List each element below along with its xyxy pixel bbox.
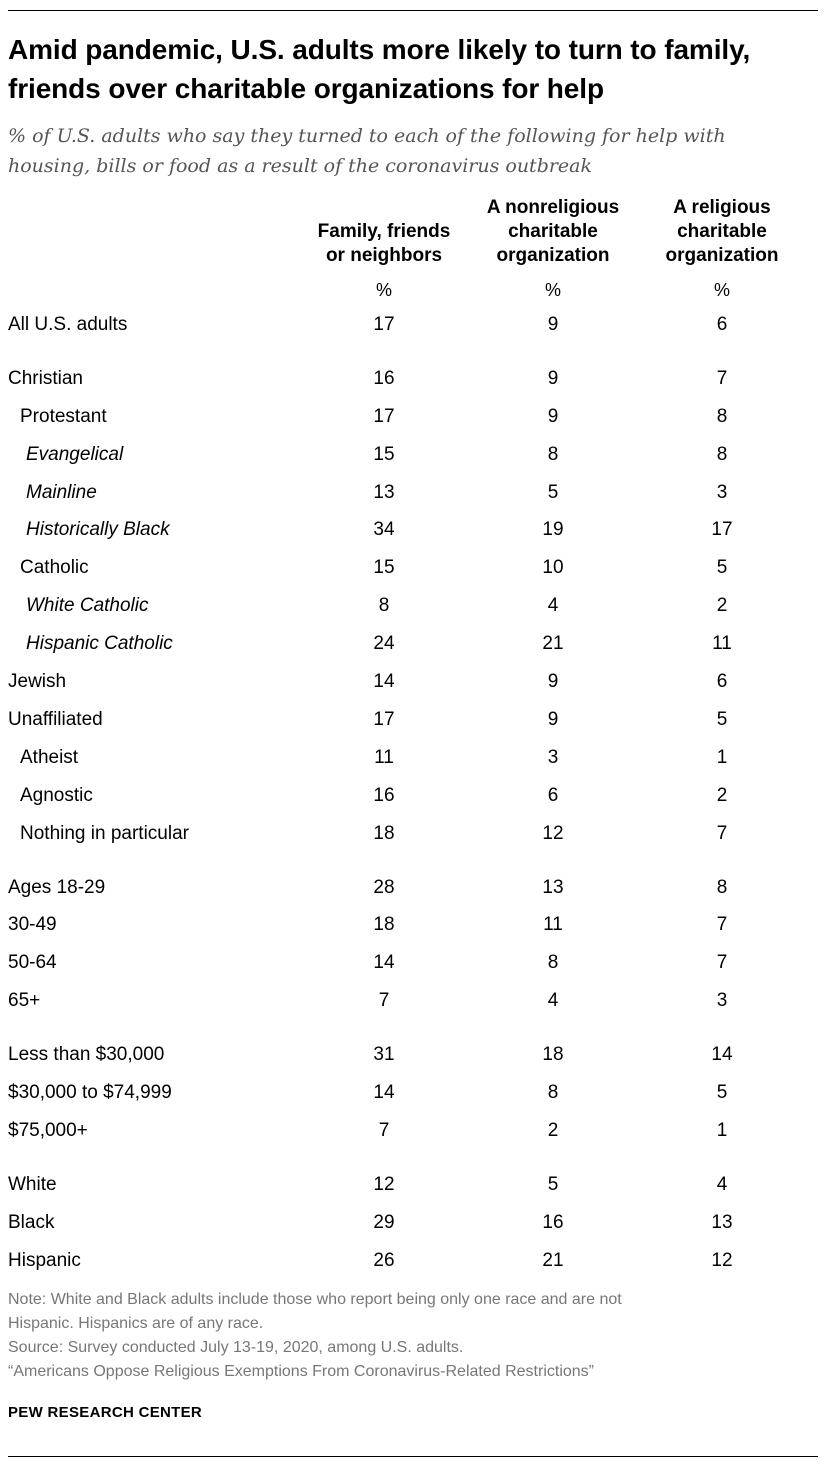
column-unit-label: % — [544, 280, 561, 300]
table-cell: 8 — [716, 877, 728, 898]
row-label: Ages 18-29 — [8, 877, 106, 898]
table-cell: 2 — [716, 595, 728, 616]
note-line-1: Note: White and Black adults include those who report being only one race and are not — [8, 1291, 622, 1308]
table-cell: 6 — [716, 671, 728, 692]
column-unit-label: % — [713, 280, 730, 300]
row-label: All U.S. adults — [8, 314, 128, 335]
row-label: 65+ — [8, 990, 41, 1011]
row-label: Evangelical — [26, 444, 124, 465]
table-cell: 12 — [711, 1250, 733, 1271]
column-header-2 — [458, 196, 648, 268]
table-cell: 8 — [378, 595, 390, 616]
table-cell: 13 — [711, 1212, 733, 1233]
row-label: White Catholic — [26, 595, 149, 616]
table-cell: 5 — [547, 1174, 559, 1195]
table-cell: 7 — [716, 914, 728, 935]
table-cell: 15 — [373, 557, 395, 578]
report-line: “Americans Oppose Religious Exemptions From Coronavirus-Related Restrictions” — [8, 1363, 594, 1380]
table-cell: 16 — [373, 368, 395, 389]
top-rule — [8, 10, 818, 11]
column-header-line: charitable — [677, 221, 767, 242]
table-cell: 29 — [373, 1212, 395, 1233]
table-cell: 8 — [716, 406, 728, 427]
row-label: 30-49 — [8, 914, 57, 935]
table-cell: 13 — [373, 482, 395, 503]
table-cell: 16 — [542, 1212, 564, 1233]
table-cell: 24 — [373, 633, 395, 654]
row-label: Protestant — [20, 406, 107, 427]
row-label: Less than $30,000 — [8, 1044, 165, 1065]
table-cell: 9 — [547, 314, 559, 335]
row-label: 50-64 — [8, 952, 57, 973]
table-cell: 18 — [542, 1044, 564, 1065]
column-header-line: organization — [665, 245, 779, 266]
table-cell: 34 — [373, 519, 395, 540]
table-cell: 4 — [716, 1174, 728, 1195]
table-cell: 26 — [373, 1250, 395, 1271]
table-cell: 16 — [373, 785, 395, 806]
table-cell: 4 — [547, 990, 559, 1011]
row-label: Mainline — [26, 482, 97, 503]
table-cell: 7 — [716, 952, 728, 973]
column-header-1 — [289, 220, 479, 268]
table-cell: 12 — [373, 1174, 395, 1195]
row-label: White — [8, 1174, 57, 1195]
table-cell: 18 — [373, 823, 395, 844]
table-cell: 17 — [711, 519, 733, 540]
footnotes — [8, 1288, 808, 1384]
table-cell: 9 — [547, 368, 559, 389]
table-cell: 9 — [547, 406, 559, 427]
table-cell: 17 — [373, 709, 395, 730]
brand-logo-text: PEW RESEARCH CENTER — [8, 1404, 203, 1421]
table-cell: 2 — [716, 785, 728, 806]
table-cell: 3 — [716, 990, 728, 1011]
chart-subtitle: % of U.S. adults who say they turned to each of the following for help with housing, bills or food as a result of the coronavirus outbreak — [8, 125, 726, 177]
table-cell: 7 — [716, 823, 728, 844]
row-label: Christian — [8, 368, 83, 389]
table-cell: 6 — [716, 314, 728, 335]
table-cell: 12 — [542, 823, 564, 844]
table-cell: 7 — [378, 1120, 390, 1141]
table-cell: 11 — [543, 914, 563, 935]
table-cell: 15 — [373, 444, 395, 465]
column-header-3 — [627, 196, 817, 268]
row-label: Hispanic Catholic — [26, 633, 173, 654]
row-label: Nothing in particular — [20, 823, 189, 844]
table-cell: 11 — [374, 747, 394, 768]
table-cell: 28 — [373, 877, 395, 898]
table-cell: 10 — [542, 557, 564, 578]
row-label: Black — [8, 1212, 55, 1233]
table-cell: 19 — [542, 519, 564, 540]
table-cell: 5 — [716, 1082, 728, 1103]
bottom-rule — [8, 1456, 818, 1457]
row-label: Agnostic — [20, 785, 93, 806]
table-cell: 1 — [716, 1120, 728, 1141]
table-cell: 8 — [547, 1082, 559, 1103]
column-header-line: Family, friends — [317, 221, 451, 242]
table-cell: 7 — [378, 990, 390, 1011]
table-cell: 9 — [547, 671, 559, 692]
table-cell: 5 — [716, 709, 728, 730]
table-cell: 21 — [542, 633, 564, 654]
table-cell: 14 — [373, 1082, 395, 1103]
row-label: Catholic — [20, 557, 89, 578]
column-header-line: or neighbors — [325, 245, 443, 266]
table-cell: 1 — [716, 747, 728, 768]
column-header-line: charitable — [508, 221, 598, 242]
table-cell: 5 — [547, 482, 559, 503]
row-label: $75,000+ — [8, 1120, 88, 1141]
table-cell: 8 — [716, 444, 728, 465]
table-cell: 17 — [373, 406, 395, 427]
table-cell: 4 — [547, 595, 559, 616]
table-cell: 31 — [373, 1044, 395, 1065]
note-line-2: Hispanic. Hispanics are of any race. — [8, 1315, 264, 1332]
chart-title: Amid pandemic, U.S. adults more likely to turn to family, friends over charitable organizations for help — [8, 34, 751, 104]
row-label: Hispanic — [8, 1250, 81, 1271]
column-header-line: A nonreligious — [486, 197, 620, 218]
table-cell: 7 — [716, 368, 728, 389]
table-cell: 13 — [542, 877, 564, 898]
table-cell: 8 — [547, 444, 559, 465]
table-cell: 9 — [547, 709, 559, 730]
table-cell: 5 — [716, 557, 728, 578]
table-cell: 6 — [547, 785, 559, 806]
row-label: Unaffiliated — [8, 709, 103, 730]
table-cell: 11 — [712, 633, 732, 654]
table-cell: 2 — [547, 1120, 559, 1141]
table-cell: 3 — [716, 482, 728, 503]
table-cell: 21 — [542, 1250, 564, 1271]
table-cell: 14 — [711, 1044, 733, 1065]
row-label: $30,000 to $74,999 — [8, 1082, 172, 1103]
row-label: Jewish — [8, 671, 67, 692]
column-header-line: organization — [496, 245, 610, 266]
row-label: Historically Black — [26, 519, 170, 540]
row-label: Atheist — [20, 747, 79, 768]
table-cell: 3 — [547, 747, 559, 768]
column-unit-label: % — [375, 280, 392, 300]
table-cell: 8 — [547, 952, 559, 973]
table-cell: 14 — [373, 671, 395, 692]
column-header-line: A religious — [673, 197, 771, 218]
table-cell: 14 — [373, 952, 395, 973]
table-cell: 17 — [373, 314, 395, 335]
table-cell: 18 — [373, 914, 395, 935]
source-line: Source: Survey conducted July 13-19, 2020, among U.S. adults. — [8, 1339, 464, 1356]
